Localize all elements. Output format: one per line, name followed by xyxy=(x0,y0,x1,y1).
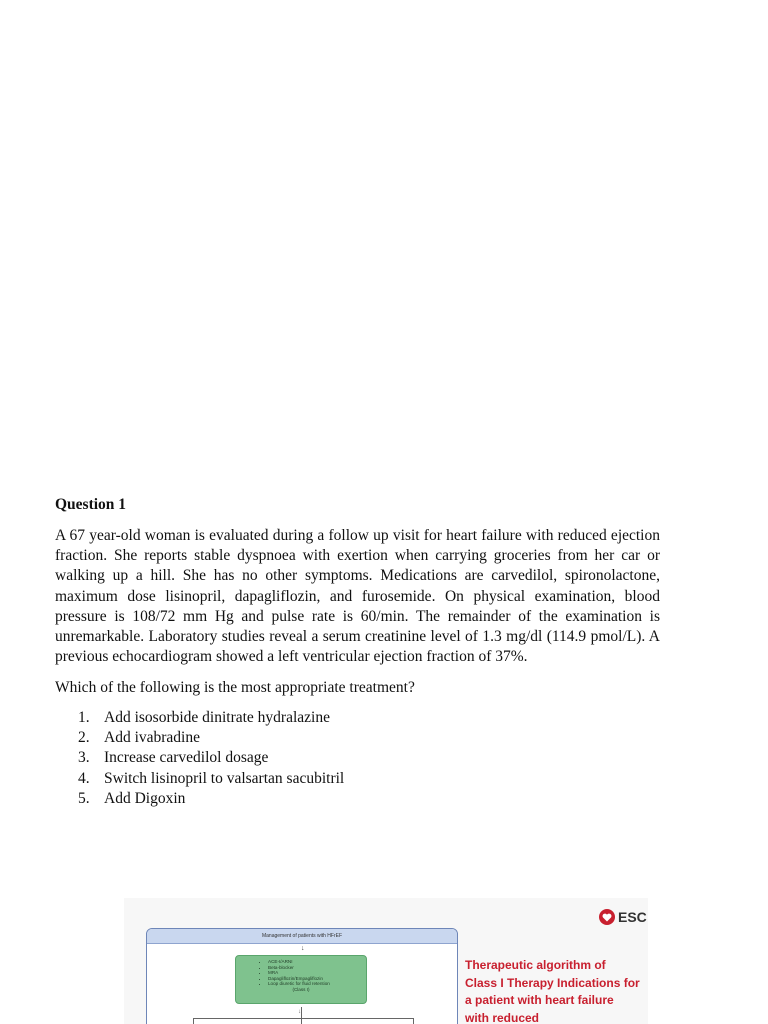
branch-line xyxy=(193,1018,413,1019)
class-i-therapy-box xyxy=(235,955,367,1004)
option-number: 2. xyxy=(78,729,90,747)
therapy-item: • ACE-I/ARNI xyxy=(268,959,360,965)
option-label[interactable]: Add ivabradine xyxy=(104,729,200,747)
algorithm-flowchart xyxy=(146,928,458,1024)
answer-option[interactable] xyxy=(78,748,344,768)
therapy-item: • Loop diuretic for fluid retention xyxy=(268,981,360,987)
therapy-item: • Dapagliflozin/Empagliflozin xyxy=(268,976,360,982)
answer-option[interactable] xyxy=(78,728,344,748)
answer-options xyxy=(78,708,344,809)
option-label[interactable]: Add Digoxin xyxy=(104,789,186,807)
branch-connector-right xyxy=(413,1018,414,1024)
esc-algorithm-figure xyxy=(124,898,648,1024)
class-label: (Class I) xyxy=(292,986,310,992)
branch-connector-middle xyxy=(301,1018,302,1024)
answer-option[interactable] xyxy=(78,769,344,789)
option-label[interactable]: Increase carvedilol dosage xyxy=(104,749,269,767)
option-label[interactable]: Add isosorbide dinitrate hydralazine xyxy=(104,709,330,726)
arrow-down-icon: ↓ xyxy=(298,1009,301,1015)
therapy-item: • Beta-blocker xyxy=(268,965,360,971)
connector-line xyxy=(301,1007,302,1018)
option-number: 3. xyxy=(78,749,90,767)
option-number: 1. xyxy=(78,709,90,726)
option-label[interactable]: Switch lisinopril to valsartan sacubitril xyxy=(104,769,345,787)
therapy-list xyxy=(260,959,360,987)
question-title: Question 1 xyxy=(55,496,127,513)
arrow-down-icon: ↓ xyxy=(301,944,305,952)
heart-icon xyxy=(598,908,616,926)
option-number: 5. xyxy=(78,789,90,807)
branch-connector-left xyxy=(193,1018,194,1024)
figure-caption: Therapeutic algorithm of Class I Therapy Indications for a patient with heart failure with reduced xyxy=(465,958,640,1024)
question-prompt: Which of the following is the most appropriate treatment? xyxy=(55,679,415,696)
therapy-item: • MRA xyxy=(268,970,360,976)
option-number: 4. xyxy=(78,769,90,787)
answer-option[interactable] xyxy=(78,789,344,809)
esc-logo-text: ESC xyxy=(618,909,647,925)
algorithm-header: Management of patients with HFrEF xyxy=(147,929,457,944)
esc-logo xyxy=(598,908,647,926)
question-stem: A 67 year-old woman is evaluated during a follow up visit for heart failure with reduced ejection fraction. She reports stable dyspnoea with exertion when carrying groceries from her car or walking up a hill. She has no other symptoms. Medications are carvedilol, spironolactone, maximum dose lisinopril, dapagliflozin, and furosemide. On physical examination, blood pressure is 108/72 mm Hg and pulse rate is 60/min. The remainder of the examination is unremarkable. Laboratory studies reveal a serum creatinine level of 1.3 mg/dl (114.9 pmol/L). A previous echocardiogram showed a left ventricular ejection fraction of 37%. xyxy=(55,527,660,666)
answer-option[interactable] xyxy=(78,708,344,728)
